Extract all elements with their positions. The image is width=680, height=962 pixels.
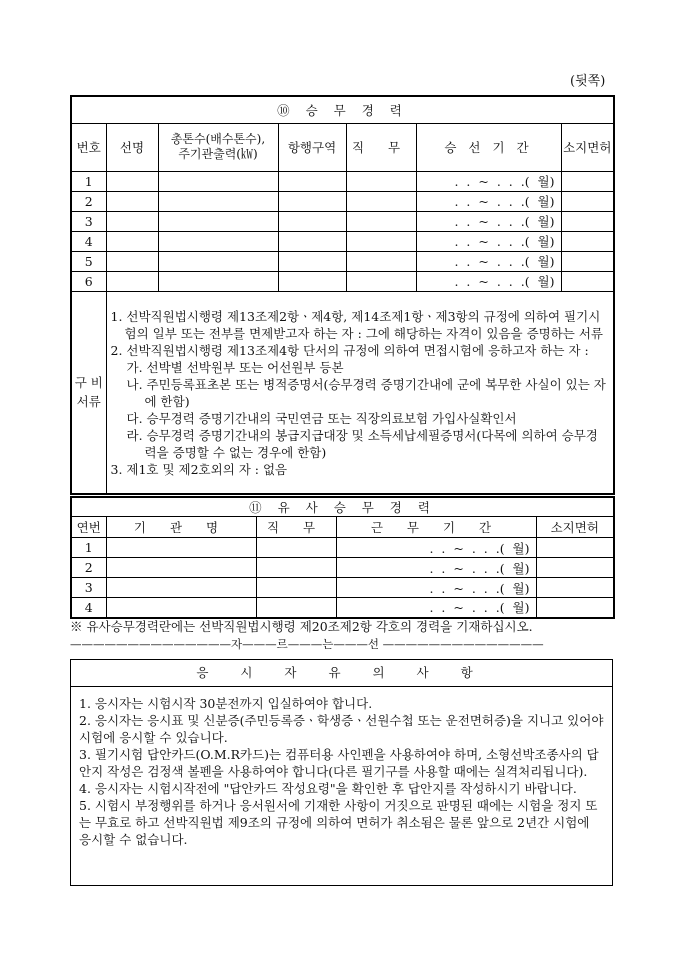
cell-tonnage[interactable] bbox=[158, 171, 278, 191]
cell-tonnage[interactable] bbox=[158, 251, 278, 271]
notice-item-2: 2. 응시자는 응시표 및 신분증(주민등록증ㆍ학생증ㆍ선원수첩 또는 운전면허증)을 지니고 있어야 시험에 응시할 수 있습니다. bbox=[79, 713, 604, 745]
header-license: 소지면허 bbox=[561, 123, 614, 171]
cell-area[interactable] bbox=[278, 211, 346, 231]
row-no: 6 bbox=[71, 271, 106, 291]
row-no: 1 bbox=[71, 171, 106, 191]
header-ship-name: 선명 bbox=[106, 123, 158, 171]
notice-title: 응 시 자 유 의 사 항 bbox=[71, 660, 612, 687]
row-no: 2 bbox=[71, 191, 106, 211]
header-duty: 직 무 bbox=[256, 517, 336, 538]
notice-list bbox=[71, 687, 612, 848]
table-row bbox=[71, 538, 614, 558]
doc-item-1: 1. 선박직원법시행령 제13조제2항ㆍ제4항, 제14조제1항ㆍ제3항의 규정에 의하여 필기시험의 일부 또는 전부를 면제받고자 하는 자 : 그에 해당하는 자격이 있음을 증명하는 서류 bbox=[110, 308, 603, 341]
cell-period[interactable]: . . ~ . . .( 월) bbox=[416, 211, 561, 231]
cell-area[interactable] bbox=[278, 191, 346, 211]
header-navigation-area: 항행구역 bbox=[278, 123, 346, 171]
header-no: 번호 bbox=[71, 123, 106, 171]
row-no: 3 bbox=[71, 211, 106, 231]
cell-ship-name[interactable] bbox=[106, 231, 158, 251]
cell-duty[interactable] bbox=[256, 598, 336, 618]
cell-duty[interactable] bbox=[346, 271, 416, 291]
cell-ship-name[interactable] bbox=[106, 171, 158, 191]
cell-period[interactable]: . . ~ . . .( 월) bbox=[336, 558, 536, 578]
cell-institution[interactable] bbox=[106, 538, 256, 558]
doc-subitem-na: 나. 주민등록표초본 또는 병적증명서(승무경력 증명기간내에 군에 복무한 사실이 있는 자에 한함) bbox=[126, 376, 606, 409]
header-work-period: 근 무 기 간 bbox=[336, 517, 536, 538]
cell-duty[interactable] bbox=[256, 538, 336, 558]
doc-subitem-da: 다. 승무경력 증명기간내의 국민연금 또는 직장의료보험 가입사실확인서 bbox=[126, 410, 517, 426]
similar-career-table bbox=[70, 496, 615, 619]
cell-period[interactable]: . . ~ . . .( 월) bbox=[416, 271, 561, 291]
cell-duty[interactable] bbox=[256, 558, 336, 578]
cell-license[interactable] bbox=[561, 251, 614, 271]
cell-period[interactable]: . . ~ . . .( 월) bbox=[336, 538, 536, 558]
cell-area[interactable] bbox=[278, 251, 346, 271]
header-boarding-period: 승 선 기 간 bbox=[416, 123, 561, 171]
cell-period[interactable]: . . ~ . . .( 월) bbox=[336, 578, 536, 598]
table-row bbox=[71, 558, 614, 578]
cell-license[interactable] bbox=[561, 211, 614, 231]
cell-duty[interactable] bbox=[256, 578, 336, 598]
cell-license[interactable] bbox=[561, 171, 614, 191]
cell-license[interactable] bbox=[536, 558, 614, 578]
doc-subitem-ga: 가. 선박별 선박원부 또는 어선원부 등본 bbox=[126, 359, 344, 375]
table-row bbox=[71, 231, 614, 251]
cell-period[interactable]: . . ~ . . .( 월) bbox=[416, 231, 561, 251]
header-institution: 기 관 명 bbox=[106, 517, 256, 538]
cell-duty[interactable] bbox=[346, 231, 416, 251]
table-row bbox=[71, 211, 614, 231]
row-no: 2 bbox=[71, 558, 106, 578]
table-row bbox=[71, 191, 614, 211]
cell-duty[interactable] bbox=[346, 171, 416, 191]
header-serial: 연번 bbox=[71, 517, 106, 538]
cell-license[interactable] bbox=[561, 191, 614, 211]
header-license: 소지면허 bbox=[536, 517, 614, 538]
doc-subitem-ra: 라. 승무경력 증명기간내의 봉급지급대장 및 소득세납세필증명서(다목에 의하여 승무경력을 증명할 수 없는 경우에 한함) bbox=[126, 427, 598, 460]
table-row bbox=[71, 171, 614, 191]
cell-license[interactable] bbox=[536, 538, 614, 558]
cell-license[interactable] bbox=[536, 578, 614, 598]
cell-period[interactable]: . . ~ . . .( 월) bbox=[416, 171, 561, 191]
doc-item-2: 2. 선박직원법시행령 제13조제4항 단서의 규정에 의하여 면접시험에 응하고자 하는 자 : bbox=[110, 342, 589, 358]
cell-period[interactable]: . . ~ . . .( 월) bbox=[416, 191, 561, 211]
header-duty: 직 무 bbox=[346, 123, 416, 171]
row-no: 1 bbox=[71, 538, 106, 558]
cell-ship-name[interactable] bbox=[106, 211, 158, 231]
doc-item-3: 3. 제1호 및 제2호외의 자 : 없음 bbox=[110, 461, 288, 477]
cell-period[interactable]: . . ~ . . .( 월) bbox=[416, 251, 561, 271]
cell-ship-name[interactable] bbox=[106, 191, 158, 211]
cell-tonnage[interactable] bbox=[158, 231, 278, 251]
table-row bbox=[71, 598, 614, 618]
notice-item-5: 5. 시험시 부정행위를 하거나 응서원서에 기재한 사항이 거짓으로 판명된 때에는 시험을 정지 또는 무효로 하고 선박직원법 제9조의 규정에 의하여 면허가 취소됨은 물론 앞으로 2년간 시험에 응시할 수 없습니다. bbox=[79, 798, 598, 847]
row-no: 5 bbox=[71, 251, 106, 271]
cell-ship-name[interactable] bbox=[106, 251, 158, 271]
table-row bbox=[71, 251, 614, 271]
similar-title: ⑪ 유 사 승 무 경 력 bbox=[71, 497, 614, 517]
page-side-label: (뒷쪽) bbox=[570, 74, 606, 89]
cell-area[interactable] bbox=[278, 171, 346, 191]
cell-license[interactable] bbox=[561, 271, 614, 291]
cell-duty[interactable] bbox=[346, 191, 416, 211]
cell-period[interactable]: . . ~ . . .( 월) bbox=[336, 598, 536, 618]
cell-institution[interactable] bbox=[106, 598, 256, 618]
cell-duty[interactable] bbox=[346, 211, 416, 231]
notice-box bbox=[70, 659, 613, 886]
cell-area[interactable] bbox=[278, 271, 346, 291]
cell-duty[interactable] bbox=[346, 251, 416, 271]
table-row bbox=[71, 578, 614, 598]
table-row bbox=[71, 271, 614, 291]
row-no: 4 bbox=[71, 598, 106, 618]
cell-institution[interactable] bbox=[106, 558, 256, 578]
cell-institution[interactable] bbox=[106, 578, 256, 598]
documents-label: 구 비 서류 bbox=[71, 291, 106, 494]
notice-item-1: 1. 응시자는 시험시작 30분전까지 입실하여야 합니다. bbox=[79, 696, 373, 711]
notice-item-3: 3. 필기시험 답안카드(O.M.R카드)는 컴퓨터용 사인펜을 사용하여야 하며, 소형선박조종사의 답안지 작성은 검정색 볼펜을 사용하여야 합니다(다른 필기구를 사용할 때에는 실격처리됩니다). bbox=[79, 747, 599, 779]
row-no: 4 bbox=[71, 231, 106, 251]
cut-line: ——————————————자———르———는———선 —————————————— bbox=[70, 637, 544, 651]
footnote: ※ 유사승무경력란에는 선박직원법시행령 제20조제2항 각호의 경력을 기재하십시오. bbox=[70, 619, 533, 634]
career-table bbox=[70, 95, 615, 495]
cell-tonnage[interactable] bbox=[158, 271, 278, 291]
cell-license[interactable] bbox=[561, 231, 614, 251]
documents-list bbox=[106, 291, 614, 494]
cell-tonnage[interactable] bbox=[158, 191, 278, 211]
cell-license[interactable] bbox=[536, 598, 614, 618]
header-tonnage: 총톤수(배수톤수), 주기관출력(㎾) bbox=[158, 123, 278, 171]
cell-area[interactable] bbox=[278, 231, 346, 251]
notice-item-4: 4. 응시자는 시험시작전에 "답안카드 작성요령"을 확인한 후 답안지를 작성하시기 바랍니다. bbox=[79, 781, 577, 796]
cell-tonnage[interactable] bbox=[158, 211, 278, 231]
row-no: 3 bbox=[71, 578, 106, 598]
cell-ship-name[interactable] bbox=[106, 271, 158, 291]
career-title: ⑩ 승 무 경 력 bbox=[71, 96, 614, 123]
